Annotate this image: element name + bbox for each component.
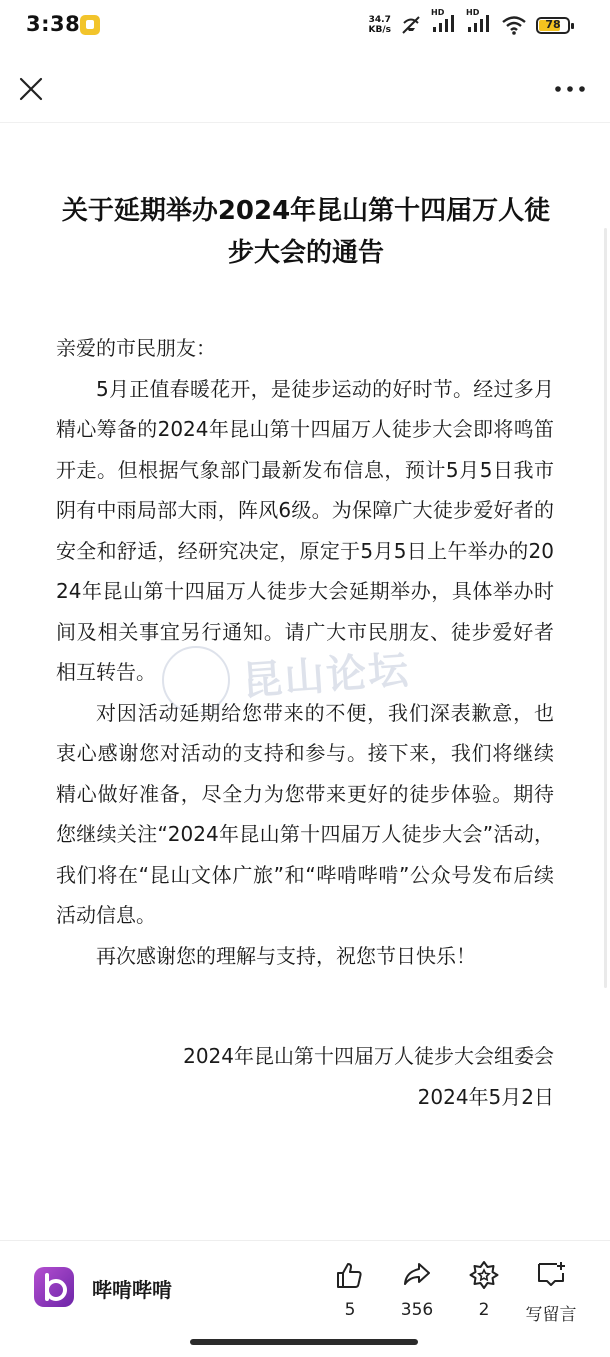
share-count: 356	[400, 1300, 434, 1320]
account-logo-icon[interactable]	[34, 1267, 74, 1307]
signature-date: 2024年5月2日	[417, 1084, 554, 1109]
notification-icon	[80, 15, 100, 35]
home-indicator[interactable]	[190, 1339, 418, 1345]
b-letter-icon	[34, 1267, 74, 1307]
recommend-button[interactable]	[448, 1259, 520, 1320]
share-arrow-icon	[401, 1259, 433, 1291]
scrollbar[interactable]	[604, 228, 607, 988]
paragraph: 5月正值春暖花开，是徒步运动的好时节。经过多月精心筹备的2024年昆山第十四届万人徒步大会即将鸣笛开走。但根据气象部门最新发布信息，预计5月5日我市阴有中雨局部大雨，阵风6级。为保障广大徒步爱好者的安全和舒适，经研究决定，原定于5月5日上午举办的2024年昆山第十四届万人徒步大会延期举办，具体举办时间及相关事宜另行通知。请广大市民朋友、徒步爱好者相互转告。	[56, 376, 554, 684]
close-icon[interactable]	[16, 74, 46, 104]
watermark-text: 昆山论坛	[240, 647, 412, 705]
signature: 2024年昆山第十四届万人徒步大会组委会	[183, 1044, 554, 1068]
paragraph: 再次感谢您的理解与支持，祝您节日快乐！	[96, 943, 476, 968]
hd-label-1: HD	[431, 8, 445, 17]
network-speed-value: 34.7	[368, 15, 391, 25]
article-body	[56, 328, 554, 1117]
recommend-count: 2	[478, 1300, 490, 1320]
write-comment-button[interactable]	[515, 1259, 587, 1325]
network-speed-unit: KB/s	[368, 25, 391, 35]
signal-1	[431, 8, 457, 38]
like-button[interactable]	[314, 1259, 386, 1320]
status-bar	[0, 0, 610, 52]
account-name[interactable]: 哔啃哔啃	[92, 1278, 172, 1302]
more-dots-icon[interactable]	[552, 74, 588, 104]
thumbs-up-icon	[334, 1259, 366, 1291]
status-icons	[368, 8, 570, 38]
vibrate-off-icon	[400, 14, 422, 36]
wifi-icon	[501, 14, 527, 36]
greeting: 亲爱的市民朋友：	[56, 336, 216, 360]
battery-level: 78	[545, 17, 561, 31]
comment-plus-icon	[535, 1259, 567, 1291]
share-button[interactable]	[381, 1259, 453, 1320]
battery-icon	[536, 17, 570, 34]
network-speed	[369, 15, 391, 35]
signal-2	[466, 8, 492, 38]
star-badge-icon	[468, 1259, 500, 1291]
write-comment-label: 写留言	[525, 1305, 577, 1325]
like-count: 5	[344, 1300, 356, 1320]
battery-cap	[571, 23, 574, 29]
article-title: 关于延期举办2024年昆山第十四届万人徒步大会的通告	[61, 196, 551, 268]
status-time: 3:38	[26, 12, 81, 36]
top-bar	[0, 60, 610, 123]
paragraph: 对因活动延期给您带来的不便，我们深表歉意，也衷心感谢您对活动的支持和参与。接下来，我们将继续精心做好准备，尽全力为您带来更好的徒步体验。期待您继续关注“2024年昆山第十四届万人徒步大会”活动，我们将在“昆山文体广旅”和“哔啃哔啃”公众号发布后续活动信息。	[56, 700, 554, 927]
hd-label-2: HD	[466, 8, 480, 17]
